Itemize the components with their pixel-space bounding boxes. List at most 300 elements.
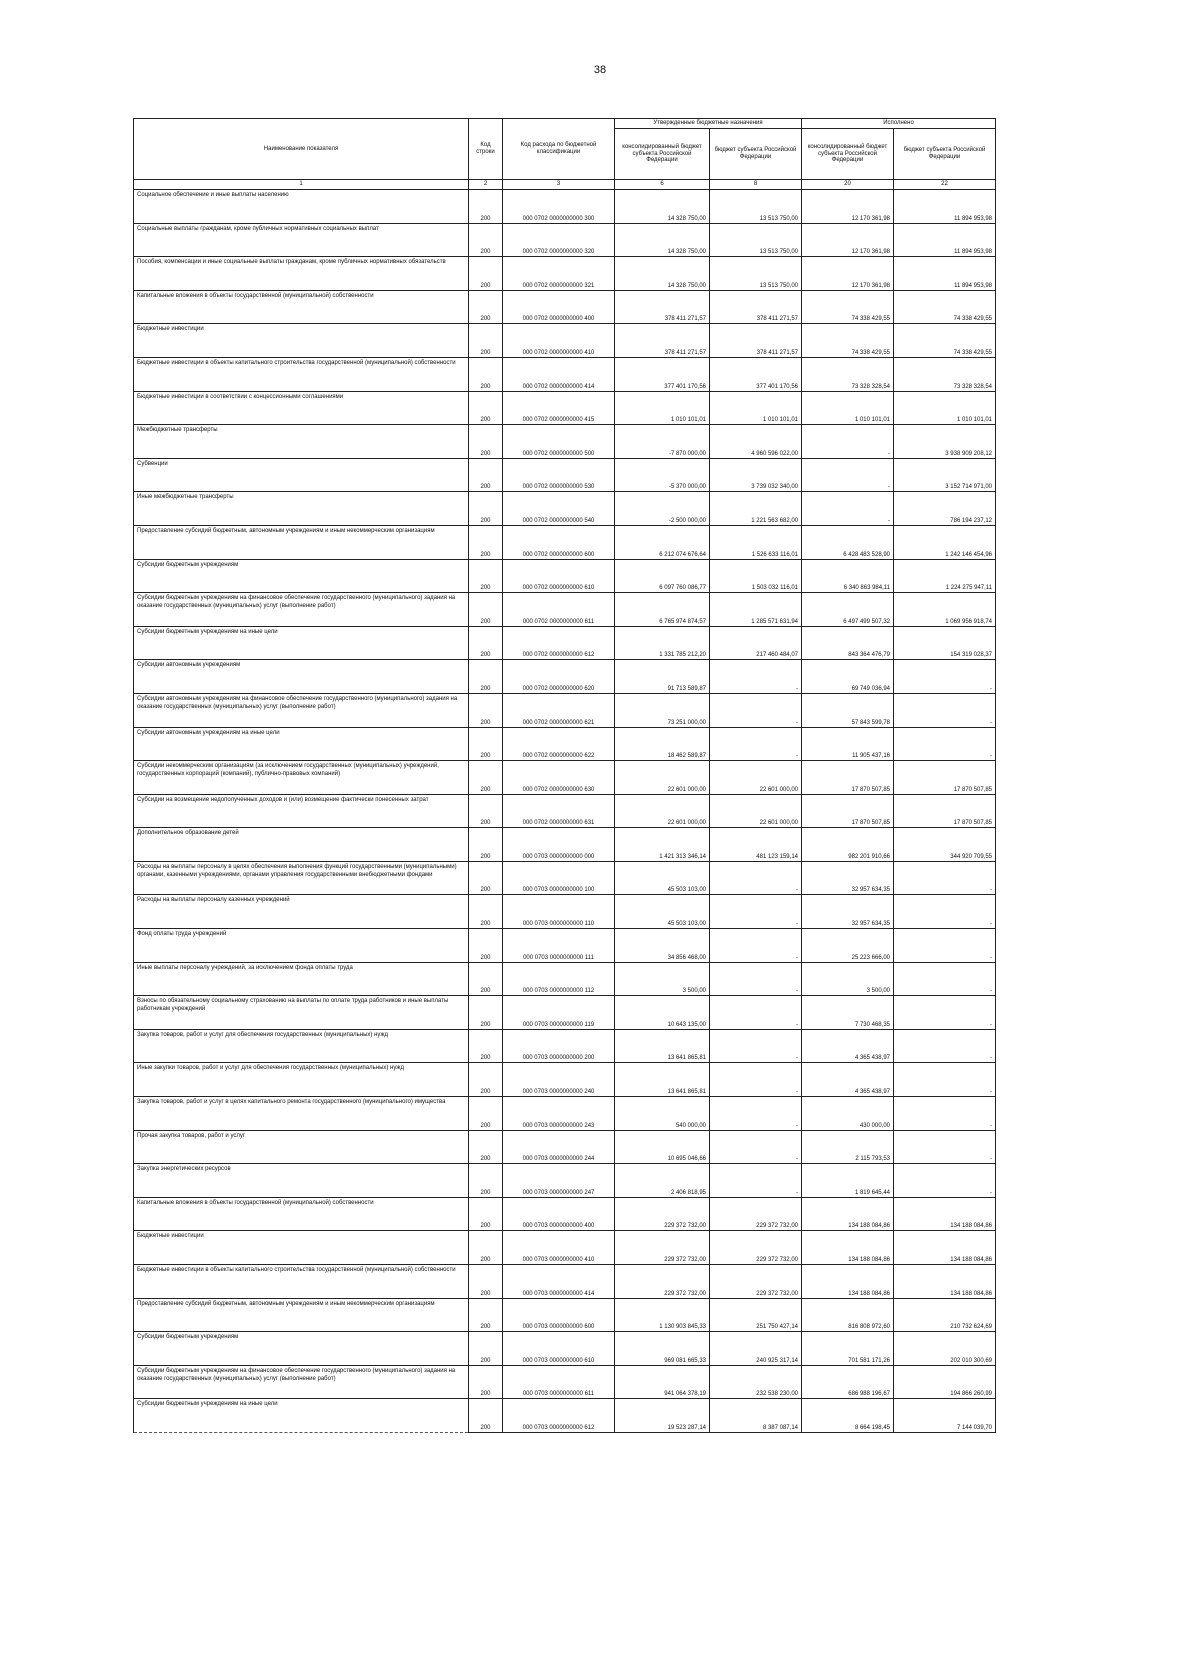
row-executed-subject: 1 242 146 454,96 <box>894 525 996 559</box>
row-approved-consolidated: 229 372 732,00 <box>615 1265 710 1299</box>
row-name: Субсидии бюджетным учреждениям <box>134 1332 469 1366</box>
row-approved-consolidated: 1 421 313 346,14 <box>615 828 710 862</box>
row-class-code: 000 0703 0000000000 612 <box>503 1399 615 1433</box>
row-approved-subject: - <box>710 727 802 761</box>
row-class-code: 000 0703 0000000000 610 <box>503 1332 615 1366</box>
row-class-code: 000 0702 0000000000 600 <box>503 525 615 559</box>
row-line-code: 200 <box>469 223 503 257</box>
row-line-code: 200 <box>469 660 503 694</box>
row-name: Закупка энергетических ресурсов <box>134 1164 469 1198</box>
row-name: Бюджетные инвестиции в соответствии с концессионными соглашениями <box>134 391 469 425</box>
row-approved-subject: - <box>710 1097 802 1131</box>
row-executed-subject: - <box>894 1164 996 1198</box>
row-executed-subject: 1 224 275 947,11 <box>894 559 996 593</box>
row-executed-subject: 74 338 429,55 <box>894 324 996 358</box>
row-approved-subject: 4 960 596 022,00 <box>710 425 802 459</box>
row-approved-subject: 22 601 000,00 <box>710 761 802 795</box>
table-row <box>134 525 996 559</box>
column-number: 6 <box>615 180 710 190</box>
row-approved-consolidated: 91 713 589,87 <box>615 660 710 694</box>
row-approved-subject: - <box>710 861 802 895</box>
row-line-code: 200 <box>469 1332 503 1366</box>
row-approved-subject: 3 739 032 340,00 <box>710 458 802 492</box>
row-approved-subject: 1 010 101,01 <box>710 391 802 425</box>
table-row <box>134 895 996 929</box>
row-approved-consolidated: 377 401 170,56 <box>615 357 710 391</box>
row-approved-consolidated: 378 411 271,57 <box>615 290 710 324</box>
row-name: Субсидии бюджетным учреждениям на финансовое обеспечение государственного (муниципального) задания на оказание государственных (муниципальных) услуг (выполнение работ) <box>134 593 469 627</box>
row-executed-subject: 154 319 028,37 <box>894 626 996 660</box>
row-line-code: 200 <box>469 559 503 593</box>
row-executed-subject: 3 938 909 208,12 <box>894 425 996 459</box>
row-name: Субсидии некоммерческим организациям (за исключением государственных (муниципальных) учреждений, государственных корпораций (компаний), публично-правовых компаний) <box>134 761 469 795</box>
header-name: Наименование показателя <box>134 119 469 180</box>
row-name: Иные закупки товаров, работ и услуг для обеспечения государственных (муниципальных) нужд <box>134 1063 469 1097</box>
table-row <box>134 190 996 224</box>
table-row <box>134 1265 996 1299</box>
table-row <box>134 1164 996 1198</box>
row-class-code: 000 0703 0000000000 247 <box>503 1164 615 1198</box>
table-row <box>134 257 996 291</box>
row-name: Предоставление субсидий бюджетным, автономным учреждениям и иным некоммерческим организациям <box>134 1298 469 1332</box>
row-line-code: 200 <box>469 1130 503 1164</box>
row-approved-consolidated: -2 500 000,00 <box>615 492 710 526</box>
row-executed-consolidated: 843 364 476,79 <box>802 626 894 660</box>
row-class-code: 000 0702 0000000000 621 <box>503 693 615 727</box>
row-approved-consolidated: 45 503 103,00 <box>615 861 710 895</box>
row-line-code: 200 <box>469 425 503 459</box>
row-class-code: 000 0702 0000000000 631 <box>503 794 615 828</box>
row-executed-consolidated: 32 957 634,35 <box>802 861 894 895</box>
row-approved-subject: - <box>710 1164 802 1198</box>
row-line-code: 200 <box>469 1399 503 1433</box>
row-class-code: 000 0702 0000000000 620 <box>503 660 615 694</box>
row-executed-consolidated: 816 808 972,60 <box>802 1298 894 1332</box>
row-name: Межбюджетные трансферты <box>134 425 469 459</box>
row-name: Бюджетные инвестиции <box>134 324 469 358</box>
row-name: Субсидии бюджетным учреждениям на финансовое обеспечение государственного (муниципального) задания на оказание государственных (муниципальных) услуг (выполнение работ) <box>134 1365 469 1399</box>
table-row <box>134 391 996 425</box>
row-line-code: 200 <box>469 1063 503 1097</box>
row-executed-subject: 134 188 084,86 <box>894 1197 996 1231</box>
row-line-code: 200 <box>469 727 503 761</box>
row-line-code: 200 <box>469 357 503 391</box>
row-executed-consolidated: 11 905 437,16 <box>802 727 894 761</box>
row-executed-consolidated: 430 000,00 <box>802 1097 894 1131</box>
row-executed-subject: - <box>894 1029 996 1063</box>
row-class-code: 000 0702 0000000000 500 <box>503 425 615 459</box>
row-executed-consolidated: 701 581 171,26 <box>802 1332 894 1366</box>
row-line-code: 200 <box>469 324 503 358</box>
row-line-code: 200 <box>469 593 503 627</box>
row-name: Закупка товаров, работ и услуг для обеспечения государственных (муниципальных) нужд <box>134 1029 469 1063</box>
row-name: Бюджетные инвестиции в объекты капитального строительства государственной (муниципальной) собственности <box>134 357 469 391</box>
row-line-code: 200 <box>469 693 503 727</box>
row-executed-consolidated: 134 188 084,86 <box>802 1231 894 1265</box>
row-approved-consolidated: -7 870 000,00 <box>615 425 710 459</box>
table-row <box>134 1063 996 1097</box>
column-number: 2 <box>469 180 503 190</box>
row-executed-consolidated: 17 870 507,85 <box>802 761 894 795</box>
row-executed-subject: 202 010 300,69 <box>894 1332 996 1366</box>
row-line-code: 200 <box>469 761 503 795</box>
row-approved-consolidated: 10 695 046,66 <box>615 1130 710 1164</box>
table-row <box>134 1365 996 1399</box>
row-executed-consolidated: 7 730 468,35 <box>802 996 894 1030</box>
row-name: Иные межбюджетные трансферты <box>134 492 469 526</box>
row-approved-consolidated: 1 010 101,01 <box>615 391 710 425</box>
row-executed-subject: - <box>894 660 996 694</box>
row-line-code: 200 <box>469 996 503 1030</box>
row-approved-consolidated: 14 328 750,00 <box>615 223 710 257</box>
header-executed-subject: бюджет субъекта Российской Федерации <box>894 129 996 180</box>
row-line-code: 200 <box>469 458 503 492</box>
row-approved-subject: 378 411 271,57 <box>710 290 802 324</box>
row-executed-consolidated: 69 749 036,94 <box>802 660 894 694</box>
row-executed-consolidated: 57 843 599,78 <box>802 693 894 727</box>
table-row <box>134 626 996 660</box>
row-approved-subject: 481 123 159,14 <box>710 828 802 862</box>
row-executed-subject: 74 338 429,55 <box>894 290 996 324</box>
row-executed-subject: - <box>894 861 996 895</box>
row-class-code: 000 0703 0000000000 200 <box>503 1029 615 1063</box>
row-name: Субсидии автономным учреждениям на иные цели <box>134 727 469 761</box>
row-class-code: 000 0702 0000000000 321 <box>503 257 615 291</box>
row-line-code: 200 <box>469 391 503 425</box>
row-approved-consolidated: 22 601 000,00 <box>615 761 710 795</box>
table-row <box>134 492 996 526</box>
row-class-code: 000 0702 0000000000 610 <box>503 559 615 593</box>
row-name: Субсидии автономным учреждениям на финансовое обеспечение государственного (муниципального) задания на оказание государственных (муниципальных) услуг (выполнение работ) <box>134 693 469 727</box>
row-executed-consolidated: 6 340 863 984,11 <box>802 559 894 593</box>
row-approved-subject: - <box>710 1029 802 1063</box>
table-row <box>134 593 996 627</box>
row-executed-consolidated: 1 819 645,44 <box>802 1164 894 1198</box>
row-line-code: 200 <box>469 290 503 324</box>
table-row <box>134 1097 996 1131</box>
row-executed-consolidated: 12 170 361,98 <box>802 257 894 291</box>
row-approved-subject: - <box>710 895 802 929</box>
table-row <box>134 693 996 727</box>
row-approved-consolidated: 14 328 750,00 <box>615 257 710 291</box>
row-name: Закупка товаров, работ и услуг в целях капитального ремонта государственного (муниципального) имущества <box>134 1097 469 1131</box>
row-executed-subject: 786 194 237,12 <box>894 492 996 526</box>
row-approved-consolidated: 6 765 974 874,57 <box>615 593 710 627</box>
row-approved-consolidated: 229 372 732,00 <box>615 1197 710 1231</box>
row-name: Субсидии бюджетным учреждениям на иные цели <box>134 626 469 660</box>
header-executed-group: Исполнено <box>802 119 996 129</box>
row-class-code: 000 0703 0000000000 410 <box>503 1231 615 1265</box>
row-approved-subject: 1 285 571 631,94 <box>710 593 802 627</box>
row-executed-consolidated: 25 223 666,00 <box>802 929 894 963</box>
row-executed-consolidated: 8 664 198,45 <box>802 1399 894 1433</box>
table-row <box>134 357 996 391</box>
row-approved-subject: 240 925 317,14 <box>710 1332 802 1366</box>
row-executed-consolidated: 6 497 499 507,32 <box>802 593 894 627</box>
row-approved-consolidated: 18 462 589,87 <box>615 727 710 761</box>
header-line-code: Код строки <box>469 119 503 180</box>
row-approved-subject: 1 503 032 116,01 <box>710 559 802 593</box>
row-name: Субсидии бюджетным учреждениям на иные цели <box>134 1399 469 1433</box>
column-number: 8 <box>710 180 802 190</box>
row-class-code: 000 0703 0000000000 119 <box>503 996 615 1030</box>
row-executed-subject: 11 894 953,98 <box>894 257 996 291</box>
row-class-code: 000 0702 0000000000 410 <box>503 324 615 358</box>
row-approved-consolidated: 540 000,00 <box>615 1097 710 1131</box>
table-row <box>134 425 996 459</box>
row-executed-subject: - <box>894 895 996 929</box>
row-approved-consolidated: 229 372 732,00 <box>615 1231 710 1265</box>
row-executed-subject: - <box>894 1063 996 1097</box>
row-executed-subject: 11 894 953,98 <box>894 223 996 257</box>
row-approved-subject: 217 460 484,07 <box>710 626 802 660</box>
row-executed-consolidated: 134 188 084,86 <box>802 1197 894 1231</box>
row-line-code: 200 <box>469 1365 503 1399</box>
row-name: Расходы на выплаты персоналу в целях обеспечения выполнения функций государственными (муниципальными) органами, казенными учреждениями, органами управления государственными внебюджетными фондами <box>134 861 469 895</box>
row-approved-consolidated: 941 064 378,19 <box>615 1365 710 1399</box>
row-class-code: 000 0703 0000000000 111 <box>503 929 615 963</box>
row-approved-subject: - <box>710 929 802 963</box>
row-name: Капитальные вложения в объекты государственной (муниципальной) собственности <box>134 290 469 324</box>
row-approved-consolidated: 969 081 665,33 <box>615 1332 710 1366</box>
row-executed-subject: 134 188 084,86 <box>894 1265 996 1299</box>
table-row <box>134 1130 996 1164</box>
row-executed-consolidated: 686 988 196,67 <box>802 1365 894 1399</box>
table-row <box>134 962 996 996</box>
row-class-code: 000 0702 0000000000 622 <box>503 727 615 761</box>
row-executed-subject: 344 920 709,55 <box>894 828 996 862</box>
row-name: Субсидии бюджетным учреждениям <box>134 559 469 593</box>
row-executed-subject: - <box>894 996 996 1030</box>
row-name: Фонд оплаты труда учреждений <box>134 929 469 963</box>
header-approved-group: Утвержденные бюджетные назначения <box>615 119 802 129</box>
row-class-code: 000 0703 0000000000 244 <box>503 1130 615 1164</box>
row-approved-subject: 1 221 563 682,00 <box>710 492 802 526</box>
row-approved-consolidated: 73 251 000,00 <box>615 693 710 727</box>
row-class-code: 000 0703 0000000000 400 <box>503 1197 615 1231</box>
row-class-code: 000 0702 0000000000 530 <box>503 458 615 492</box>
row-executed-consolidated: 982 201 910,66 <box>802 828 894 862</box>
row-name: Капитальные вложения в объекты государственной (муниципальной) собственности <box>134 1197 469 1231</box>
table-row <box>134 1332 996 1366</box>
row-approved-subject: 13 513 750,00 <box>710 257 802 291</box>
row-name: Прочая закупка товаров, работ и услуг <box>134 1130 469 1164</box>
table-row <box>134 660 996 694</box>
row-line-code: 200 <box>469 1197 503 1231</box>
row-approved-consolidated: 45 503 103,00 <box>615 895 710 929</box>
row-approved-consolidated: 22 601 000,00 <box>615 794 710 828</box>
table-row <box>134 828 996 862</box>
table-row <box>134 1197 996 1231</box>
row-executed-subject: 17 870 507,85 <box>894 794 996 828</box>
row-class-code: 000 0702 0000000000 611 <box>503 593 615 627</box>
row-class-code: 000 0702 0000000000 415 <box>503 391 615 425</box>
row-executed-consolidated: 3 500,00 <box>802 962 894 996</box>
row-line-code: 200 <box>469 929 503 963</box>
row-executed-subject: - <box>894 962 996 996</box>
row-executed-subject: 73 328 328,54 <box>894 357 996 391</box>
row-approved-subject: - <box>710 1063 802 1097</box>
row-executed-consolidated: 1 010 101,01 <box>802 391 894 425</box>
row-approved-subject: 251 750 427,14 <box>710 1298 802 1332</box>
row-executed-consolidated: 73 328 328,54 <box>802 357 894 391</box>
row-class-code: 000 0702 0000000000 630 <box>503 761 615 795</box>
row-name: Субвенции <box>134 458 469 492</box>
row-approved-consolidated: 13 641 865,81 <box>615 1063 710 1097</box>
column-number: 22 <box>894 180 996 190</box>
row-executed-subject: 11 894 953,98 <box>894 190 996 224</box>
row-executed-subject: - <box>894 693 996 727</box>
row-line-code: 200 <box>469 257 503 291</box>
table-row <box>134 1399 996 1433</box>
row-name: Взносы по обязательному социальному страхованию на выплаты по оплате труда работников и иные выплаты работникам учреждений <box>134 996 469 1030</box>
table-row <box>134 929 996 963</box>
row-name: Бюджетные инвестиции <box>134 1231 469 1265</box>
row-executed-consolidated: 4 365 438,97 <box>802 1063 894 1097</box>
row-line-code: 200 <box>469 1231 503 1265</box>
row-name: Дополнительное образование детей <box>134 828 469 862</box>
row-approved-consolidated: 6 097 760 086,77 <box>615 559 710 593</box>
row-approved-subject: 13 513 750,00 <box>710 190 802 224</box>
row-line-code: 200 <box>469 1029 503 1063</box>
row-class-code: 000 0702 0000000000 300 <box>503 190 615 224</box>
header-class-code: Код расхода по бюджетной классификации <box>503 119 615 180</box>
table-row <box>134 290 996 324</box>
row-executed-consolidated: - <box>802 458 894 492</box>
row-name: Пособия, компенсации и иные социальные выплаты гражданам, кроме публичных нормативных обязательств <box>134 257 469 291</box>
row-executed-consolidated: 17 870 507,85 <box>802 794 894 828</box>
row-name: Субсидии на возмещение недополученных доходов и (или) возмещение фактически понесенных затрат <box>134 794 469 828</box>
row-line-code: 200 <box>469 626 503 660</box>
table-row <box>134 1029 996 1063</box>
row-name: Расходы на выплаты персоналу казенных учреждений <box>134 895 469 929</box>
row-executed-subject: - <box>894 727 996 761</box>
column-number: 1 <box>134 180 469 190</box>
row-approved-subject: 229 372 732,00 <box>710 1197 802 1231</box>
row-approved-subject: 229 372 732,00 <box>710 1231 802 1265</box>
row-line-code: 200 <box>469 1097 503 1131</box>
row-class-code: 000 0703 0000000000 414 <box>503 1265 615 1299</box>
row-executed-subject: 210 732 624,69 <box>894 1298 996 1332</box>
column-number: 20 <box>802 180 894 190</box>
row-executed-subject: 134 188 084,86 <box>894 1231 996 1265</box>
row-line-code: 200 <box>469 828 503 862</box>
row-executed-subject: 1 010 101,01 <box>894 391 996 425</box>
row-approved-subject: 8 387 087,14 <box>710 1399 802 1433</box>
header-approved-consolidated: консолидированный бюджет субъекта Российской Федерации <box>615 129 710 180</box>
row-line-code: 200 <box>469 861 503 895</box>
row-class-code: 000 0703 0000000000 611 <box>503 1365 615 1399</box>
table-row <box>134 996 996 1030</box>
row-executed-consolidated: 32 957 634,35 <box>802 895 894 929</box>
table-row <box>134 458 996 492</box>
row-executed-subject: - <box>894 1097 996 1131</box>
row-approved-subject: 22 601 000,00 <box>710 794 802 828</box>
row-approved-subject: 378 411 271,57 <box>710 324 802 358</box>
row-class-code: 000 0703 0000000000 240 <box>503 1063 615 1097</box>
table-row <box>134 223 996 257</box>
row-class-code: 000 0703 0000000000 112 <box>503 962 615 996</box>
row-approved-consolidated: 34 856 468,00 <box>615 929 710 963</box>
table-row <box>134 1231 996 1265</box>
row-approved-subject: - <box>710 693 802 727</box>
row-approved-consolidated: 1 130 903 845,33 <box>615 1298 710 1332</box>
row-approved-subject: 1 526 633 116,01 <box>710 525 802 559</box>
table-row <box>134 861 996 895</box>
row-approved-consolidated: -5 370 000,00 <box>615 458 710 492</box>
row-line-code: 200 <box>469 190 503 224</box>
row-name: Социальные выплаты гражданам, кроме публичных нормативных социальных выплат <box>134 223 469 257</box>
row-executed-consolidated: - <box>802 425 894 459</box>
row-class-code: 000 0703 0000000000 100 <box>503 861 615 895</box>
row-class-code: 000 0703 0000000000 110 <box>503 895 615 929</box>
row-approved-subject: - <box>710 660 802 694</box>
row-approved-consolidated: 3 500,00 <box>615 962 710 996</box>
row-executed-consolidated: 6 428 483 528,90 <box>802 525 894 559</box>
row-approved-consolidated: 378 411 271,57 <box>615 324 710 358</box>
row-approved-consolidated: 14 328 750,00 <box>615 190 710 224</box>
table-row <box>134 794 996 828</box>
row-line-code: 200 <box>469 525 503 559</box>
row-executed-consolidated: 12 170 361,98 <box>802 190 894 224</box>
row-executed-consolidated: 74 338 429,55 <box>802 290 894 324</box>
header-executed-consolidated: консолидированный бюджет субъекта Российской Федерации <box>802 129 894 180</box>
row-class-code: 000 0703 0000000000 000 <box>503 828 615 862</box>
row-approved-consolidated: 1 331 785 212,20 <box>615 626 710 660</box>
row-approved-consolidated: 19 523 287,14 <box>615 1399 710 1433</box>
table-row <box>134 324 996 358</box>
row-line-code: 200 <box>469 895 503 929</box>
row-class-code: 000 0703 0000000000 600 <box>503 1298 615 1332</box>
row-executed-consolidated: - <box>802 492 894 526</box>
row-class-code: 000 0702 0000000000 320 <box>503 223 615 257</box>
row-executed-consolidated: 12 170 361,98 <box>802 223 894 257</box>
row-executed-subject: 17 870 507,85 <box>894 761 996 795</box>
row-executed-subject: 194 866 260,99 <box>894 1365 996 1399</box>
table-row <box>134 727 996 761</box>
row-approved-subject: 377 401 170,56 <box>710 357 802 391</box>
row-name: Субсидии автономным учреждениям <box>134 660 469 694</box>
row-class-code: 000 0703 0000000000 243 <box>503 1097 615 1131</box>
row-name: Предоставление субсидий бюджетным, автономным учреждениям и иным некоммерческим организациям <box>134 525 469 559</box>
column-number: 3 <box>503 180 615 190</box>
row-approved-consolidated: 13 641 865,81 <box>615 1029 710 1063</box>
row-line-code: 200 <box>469 1298 503 1332</box>
row-executed-consolidated: 74 338 429,55 <box>802 324 894 358</box>
row-approved-subject: - <box>710 962 802 996</box>
row-name: Бюджетные инвестиции в объекты капитального строительства государственной (муниципальной) собственности <box>134 1265 469 1299</box>
row-class-code: 000 0702 0000000000 540 <box>503 492 615 526</box>
table-row <box>134 559 996 593</box>
header-approved-subject: бюджет субъекта Российской Федерации <box>710 129 802 180</box>
row-approved-consolidated: 6 212 074 676,64 <box>615 525 710 559</box>
row-approved-subject: 229 372 732,00 <box>710 1265 802 1299</box>
row-name: Иные выплаты персоналу учреждений, за исключением фонда оплаты труда <box>134 962 469 996</box>
page-number: 38 <box>593 64 607 76</box>
table-body <box>134 190 996 1433</box>
row-line-code: 200 <box>469 1265 503 1299</box>
row-approved-subject: - <box>710 996 802 1030</box>
row-approved-subject: - <box>710 1130 802 1164</box>
row-line-code: 200 <box>469 1164 503 1198</box>
table-row <box>134 761 996 795</box>
row-executed-subject: 7 144 039,70 <box>894 1399 996 1433</box>
row-class-code: 000 0702 0000000000 612 <box>503 626 615 660</box>
row-line-code: 200 <box>469 492 503 526</box>
row-executed-subject: - <box>894 929 996 963</box>
row-executed-consolidated: 2 115 793,53 <box>802 1130 894 1164</box>
row-class-code: 000 0702 0000000000 400 <box>503 290 615 324</box>
